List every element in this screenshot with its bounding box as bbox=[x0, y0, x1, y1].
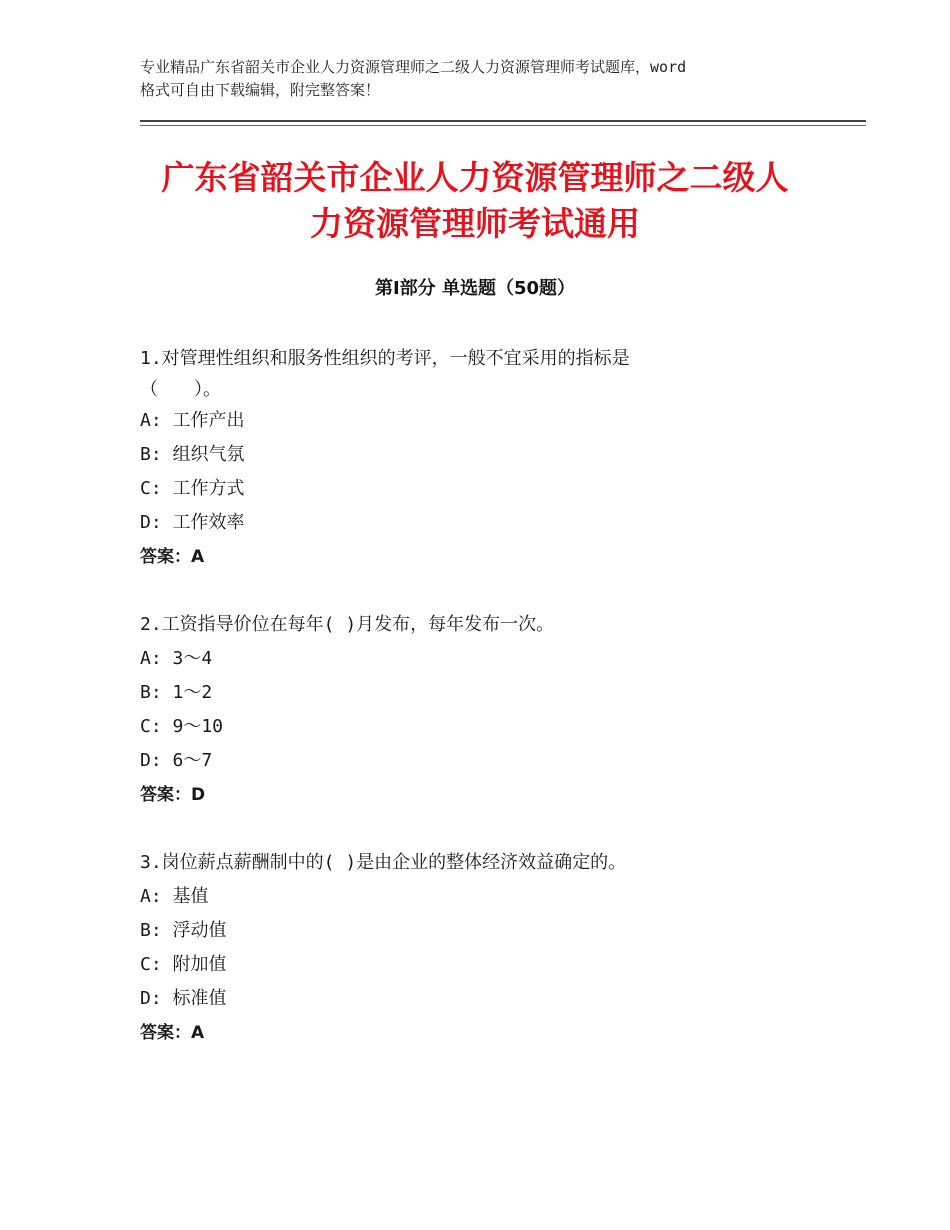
option-c: C: 9～10 bbox=[140, 716, 224, 737]
question-3 bbox=[140, 846, 780, 1050]
question-stem: 1.对管理性组织和服务性组织的考评，一般不宜采用的指标是 bbox=[140, 348, 630, 369]
section-heading: 第Ⅰ部分 单选题（50题） bbox=[374, 278, 575, 299]
document-title-line-1: 广东省韶关市企业人力资源管理师之二级人 bbox=[161, 158, 789, 197]
answer-label: 答案：A bbox=[140, 1023, 205, 1043]
document-title bbox=[100, 155, 850, 247]
header-divider-thin bbox=[140, 125, 866, 126]
question-blank: （ ）。 bbox=[140, 379, 221, 400]
option-a: A: 基值 bbox=[140, 886, 209, 907]
option-b: B: 组织气氛 bbox=[140, 444, 245, 465]
question-list bbox=[140, 342, 780, 1084]
option-d: D: 6～7 bbox=[140, 750, 213, 771]
option-c: C: 工作方式 bbox=[140, 478, 245, 499]
header-note-line-2: 格式可自由下载编辑，附完整答案！ bbox=[140, 81, 381, 99]
header-divider-thick bbox=[140, 120, 866, 122]
option-d: D: 标准值 bbox=[140, 988, 227, 1009]
question-stem: 2.工资指导价位在每年( )月发布，每年发布一次。 bbox=[140, 614, 555, 635]
option-b: B: 1～2 bbox=[140, 682, 213, 703]
answer-label: 答案：D bbox=[140, 785, 206, 805]
document-title-line-2: 力资源管理师考试通用 bbox=[310, 204, 640, 243]
option-a: A: 3～4 bbox=[140, 648, 213, 669]
answer-label: 答案：A bbox=[140, 547, 205, 567]
question-stem: 3.岗位薪点薪酬制中的( )是由企业的整体经济效益确定的。 bbox=[140, 852, 627, 873]
question-1 bbox=[140, 342, 780, 574]
option-c: C: 附加值 bbox=[140, 954, 227, 975]
header-note bbox=[140, 56, 820, 102]
option-d: D: 工作效率 bbox=[140, 512, 245, 533]
question-2 bbox=[140, 608, 780, 812]
option-a: A: 工作产出 bbox=[140, 410, 245, 431]
header-note-line-1: 专业精品广东省韶关市企业人力资源管理师之二级人力资源管理师考试题库，word bbox=[140, 58, 687, 76]
option-b: B: 浮动值 bbox=[140, 920, 227, 941]
